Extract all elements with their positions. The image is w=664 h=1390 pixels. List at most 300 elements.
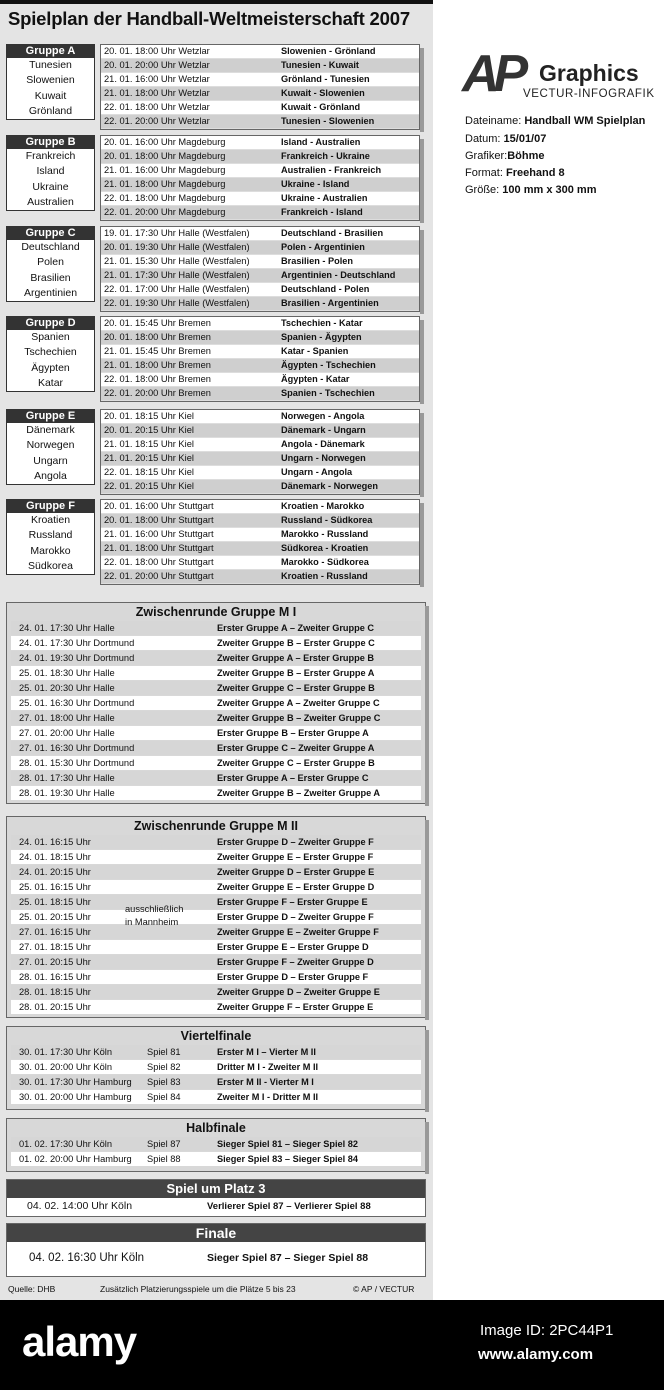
match-teams: Island - Australien xyxy=(281,137,361,147)
schedule-row xyxy=(11,1045,421,1059)
match-teams: Spanien - Tschechien xyxy=(281,388,375,398)
group-matches xyxy=(100,316,420,402)
schedule-row xyxy=(11,711,421,725)
schedule-date: 28. 01. 18:15 Uhr xyxy=(19,987,91,997)
schedule-date: 28. 01. 16:15 Uhr xyxy=(19,972,91,982)
match-teams: Deutschland - Brasilien xyxy=(281,228,384,238)
match-date: 20. 01. 18:00 Uhr Magdeburg xyxy=(104,151,226,161)
schedule-match: Sieger Spiel 81 – Sieger Spiel 82 xyxy=(217,1139,358,1149)
schedule-row xyxy=(11,1060,421,1074)
schedule-row xyxy=(11,741,421,755)
schedule-match: Erster M I – Vierter M II xyxy=(217,1047,316,1057)
third-place xyxy=(6,1179,426,1217)
schedule-match: Zweiter Gruppe B – Zweiter Gruppe C xyxy=(217,713,381,723)
match-row xyxy=(101,136,419,149)
group-team: Kuwait xyxy=(34,89,67,102)
schedule-row xyxy=(11,666,421,680)
group-box xyxy=(6,135,95,211)
meta-format xyxy=(465,167,565,179)
section-shadow xyxy=(425,1030,429,1112)
schedule-date: 28. 01. 15:30 Uhr Dortmund xyxy=(19,758,135,768)
alamy-url: www.alamy.com xyxy=(478,1346,594,1363)
schedule-date: 24. 01. 17:30 Uhr Dortmund xyxy=(19,638,135,648)
match-row xyxy=(101,115,419,128)
footer-note: Zusätzlich Platzierungsspiele um die Plätze 5 bis 23 xyxy=(100,1284,296,1294)
semifinal xyxy=(6,1118,426,1172)
schedule-date: 30. 01. 17:30 Uhr Hamburg xyxy=(19,1077,132,1087)
group-team: Argentinien xyxy=(23,286,78,299)
schedule-match: Zweiter Gruppe E – Erster Gruppe F xyxy=(217,852,374,862)
schedule-row xyxy=(11,910,421,924)
meta-artist-label: Grafiker: xyxy=(465,150,508,162)
schedule-date: 25. 01. 20:15 Uhr xyxy=(19,912,91,922)
schedule-row xyxy=(11,1137,421,1151)
schedule-date: 28. 01. 19:30 Uhr Halle xyxy=(19,788,115,798)
third-place-title: Spiel um Platz 3 xyxy=(7,1180,425,1198)
group-box xyxy=(6,499,95,575)
meta-artist xyxy=(465,150,544,162)
group-team: Ungarn xyxy=(33,454,68,467)
match-row xyxy=(101,59,419,72)
main-round-2-title: Zwischenrunde Gruppe M II xyxy=(134,819,298,833)
match-date: 21. 01. 15:45 Uhr Bremen xyxy=(104,346,211,356)
match-date: 21. 01. 16:00 Uhr Magdeburg xyxy=(104,165,226,175)
match-date: 20. 01. 18:00 Uhr Bremen xyxy=(104,332,211,342)
meta-size xyxy=(465,184,596,196)
final-date: 04. 02. 16:30 Uhr Köln xyxy=(29,1252,145,1264)
schedule-match: Zweiter Gruppe D – Erster Gruppe E xyxy=(217,867,375,877)
schedule-row xyxy=(11,786,421,800)
schedule-row xyxy=(11,771,421,785)
meta-filename-label: Dateiname: xyxy=(465,115,522,127)
schedule-match: Zweiter Gruppe A – Erster Gruppe B xyxy=(217,653,375,663)
group-team: Deutschland xyxy=(21,241,80,253)
match-row xyxy=(101,192,419,205)
group-team: Tunesien xyxy=(29,59,72,71)
mannheim-note xyxy=(125,903,183,929)
match-row xyxy=(101,359,419,372)
schedule-row xyxy=(11,756,421,770)
game-number: Spiel 82 xyxy=(147,1062,181,1072)
match-teams: Kroatien - Marokko xyxy=(281,501,365,511)
match-teams: Kuwait - Slowenien xyxy=(281,88,365,98)
schedule-match: Zweiter M I - Dritter M II xyxy=(217,1092,319,1102)
main-round-1 xyxy=(6,602,426,804)
match-date: 20. 01. 20:15 Uhr Kiel xyxy=(104,425,194,435)
group-title: Gruppe B xyxy=(7,136,94,149)
final-match: Sieger Spiel 87 – Sieger Spiel 88 xyxy=(207,1252,369,1264)
schedule-date: 25. 01. 16:30 Uhr Dortmund xyxy=(19,698,135,708)
game-number: Spiel 84 xyxy=(147,1092,181,1102)
match-date: 22. 01. 18:00 Uhr Stuttgart xyxy=(104,557,214,567)
group-team: Marokko xyxy=(30,544,71,557)
meta-date-value: 15/01/07 xyxy=(503,133,547,145)
match-row xyxy=(101,73,419,86)
schedule-row xyxy=(11,636,421,650)
schedule-date: 30. 01. 17:30 Uhr Köln xyxy=(19,1047,113,1057)
schedule-date: 27. 01. 16:30 Uhr Dortmund xyxy=(19,743,135,753)
group-shadow xyxy=(420,139,424,223)
group-team: Frankreich xyxy=(25,150,76,162)
match-row xyxy=(101,164,419,177)
group-matches xyxy=(100,226,420,312)
group-shadow xyxy=(420,48,424,132)
schedule-date: 27. 01. 20:00 Uhr Halle xyxy=(19,728,115,738)
group-team: Tschechien xyxy=(24,346,77,359)
schedule-match: Zweiter Gruppe C – Erster Gruppe B xyxy=(217,683,375,693)
group-team: Spanien xyxy=(31,331,70,343)
quarterfinal-rows xyxy=(7,1045,425,1104)
group-team: Katar xyxy=(37,376,64,389)
group-team: Ukraine xyxy=(32,180,69,193)
schedule-match: Erster Gruppe B – Erster Gruppe A xyxy=(217,728,369,738)
schedule-date: 27. 01. 20:15 Uhr xyxy=(19,957,91,967)
schedule-match: Erster Gruppe E – Erster Gruppe D xyxy=(217,942,369,952)
match-date: 22. 01. 20:00 Uhr Magdeburg xyxy=(104,207,226,217)
match-date: 21. 01. 20:15 Uhr Kiel xyxy=(104,453,194,463)
match-date: 22. 01. 20:00 Uhr Bremen xyxy=(104,388,211,398)
match-row xyxy=(101,466,419,479)
match-teams: Tunesien - Kuwait xyxy=(281,60,359,70)
final xyxy=(6,1223,426,1277)
match-row xyxy=(101,528,419,541)
match-teams: Südkorea - Kroatien xyxy=(281,543,369,553)
match-date: 21. 01. 18:00 Uhr Magdeburg xyxy=(104,179,226,189)
match-teams: Tschechien - Katar xyxy=(281,318,363,328)
schedule-match: Zweiter Gruppe B – Erster Gruppe A xyxy=(217,668,375,678)
match-teams: Kroatien - Russland xyxy=(281,571,368,581)
match-teams: Ungarn - Angola xyxy=(281,467,353,477)
group-team: Russland xyxy=(28,529,73,542)
section-shadow xyxy=(425,820,429,1020)
game-number: Spiel 88 xyxy=(147,1154,181,1164)
match-date: 22. 01. 18:15 Uhr Kiel xyxy=(104,467,194,477)
schedule-match: Sieger Spiel 83 – Sieger Spiel 84 xyxy=(217,1154,358,1164)
match-teams: Spanien - Ägypten xyxy=(281,332,362,342)
schedule-row xyxy=(11,940,421,954)
schedule-match: Erster Gruppe F – Erster Gruppe E xyxy=(217,897,368,907)
group-box xyxy=(6,409,95,485)
group-title: Gruppe F xyxy=(7,500,94,513)
schedule-row xyxy=(11,681,421,695)
match-date: 21. 01. 16:00 Uhr Stuttgart xyxy=(104,529,214,539)
match-row xyxy=(101,424,419,437)
schedule-date: 24. 01. 19:30 Uhr Dortmund xyxy=(19,653,135,663)
image-id: Image ID: 2PC44P1 xyxy=(480,1322,614,1339)
match-teams: Ukraine - Island xyxy=(281,179,350,189)
schedule-row xyxy=(11,651,421,665)
group-team: Kroatien xyxy=(30,514,71,526)
schedule-date: 28. 01. 20:15 Uhr xyxy=(19,1002,91,1012)
schedule-date: 25. 01. 16:15 Uhr xyxy=(19,882,91,892)
schedule-row xyxy=(11,895,421,909)
schedule-match: Zweiter Gruppe E – Erster Gruppe D xyxy=(217,882,375,892)
alamy-logo: alamy xyxy=(22,1318,137,1365)
match-teams: Dänemark - Norwegen xyxy=(281,481,379,491)
match-row xyxy=(101,438,419,451)
schedule-match: Zweiter Gruppe B – Erster Gruppe C xyxy=(217,638,375,648)
match-date: 20. 01. 18:15 Uhr Kiel xyxy=(104,411,194,421)
group-title: Gruppe E xyxy=(7,410,94,423)
group-matches xyxy=(100,135,420,221)
game-number: Spiel 87 xyxy=(147,1139,181,1149)
schedule-match: Erster M II - Vierter M I xyxy=(217,1077,314,1087)
match-teams: Argentinien - Deutschland xyxy=(281,270,396,280)
match-date: 22. 01. 17:00 Uhr Halle (Westfalen) xyxy=(104,284,250,294)
mannheim-note-line1: ausschließlich xyxy=(125,904,184,914)
match-teams: Marokko - Südkorea xyxy=(281,557,369,567)
match-teams: Deutschland - Polen xyxy=(281,284,370,294)
schedule-row xyxy=(11,1000,421,1014)
match-teams: Grönland - Tunesien xyxy=(281,74,370,84)
schedule-row xyxy=(11,985,421,999)
group-shadow xyxy=(420,320,424,404)
final-row xyxy=(7,1242,425,1275)
match-teams: Ukraine - Australien xyxy=(281,193,368,203)
schedule-date: 30. 01. 20:00 Uhr Köln xyxy=(19,1062,113,1072)
meta-format-value: Freehand 8 xyxy=(505,167,565,179)
group-team: Brasilien xyxy=(30,271,71,284)
match-date: 22. 01. 18:00 Uhr Magdeburg xyxy=(104,193,226,203)
group-team: Norwegen xyxy=(26,439,75,452)
schedule-match: Erster Gruppe A – Erster Gruppe C xyxy=(217,773,369,783)
game-number: Spiel 83 xyxy=(147,1077,181,1087)
schedule-match: Erster Gruppe A – Zweiter Gruppe C xyxy=(217,623,375,633)
quarterfinal-title: Viertelfinale xyxy=(180,1029,252,1043)
match-teams: Slowenien - Grönland xyxy=(281,46,376,56)
section-shadow xyxy=(425,606,429,806)
match-teams: Australien - Frankreich xyxy=(281,165,382,175)
meta-filename-value: Handball WM Spielplan xyxy=(524,115,646,127)
match-date: 21. 01. 18:00 Uhr Bremen xyxy=(104,360,211,370)
group-shadow xyxy=(420,503,424,587)
schedule-date: 24. 01. 20:15 Uhr xyxy=(19,867,91,877)
match-date: 22. 01. 19:30 Uhr Halle (Westfalen) xyxy=(104,298,250,308)
match-row xyxy=(101,345,419,358)
group-shadow xyxy=(420,230,424,314)
schedule-match: Zweiter Gruppe F – Erster Gruppe E xyxy=(217,1002,374,1012)
section-shadow xyxy=(425,1122,429,1174)
schedule-row xyxy=(11,835,421,849)
schedule-date: 01. 02. 17:30 Uhr Köln xyxy=(19,1139,113,1149)
match-date: 22. 01. 18:00 Uhr Wetzlar xyxy=(104,102,210,112)
schedule-match: Erster Gruppe D – Zweiter Gruppe F xyxy=(217,912,374,922)
match-row xyxy=(101,317,419,330)
match-date: 20. 01. 19:30 Uhr Halle (Westfalen) xyxy=(104,242,250,252)
match-row xyxy=(101,514,419,527)
match-row xyxy=(101,570,419,583)
schedule-date: 27. 01. 18:15 Uhr xyxy=(19,942,91,952)
group-team: Angola xyxy=(34,469,67,482)
main-round-2-rows xyxy=(7,835,425,1014)
semifinal-rows xyxy=(7,1137,425,1166)
match-teams: Tunesien - Slowenien xyxy=(281,116,375,126)
match-date: 20. 01. 15:45 Uhr Bremen xyxy=(104,318,211,328)
schedule-date: 27. 01. 18:00 Uhr Halle xyxy=(19,713,115,723)
group-matches xyxy=(100,44,420,130)
third-place-match: Verlierer Spiel 87 – Verlierer Spiel 88 xyxy=(207,1201,371,1212)
group-title: Gruppe D xyxy=(7,317,94,330)
schedule-row xyxy=(11,925,421,939)
match-date: 21. 01. 18:15 Uhr Kiel xyxy=(104,439,194,449)
schedule-row xyxy=(11,850,421,864)
meta-format-label: Format: xyxy=(465,167,503,179)
group-team: Grönland xyxy=(28,104,73,117)
schedule-date: 25. 01. 20:30 Uhr Halle xyxy=(19,683,115,693)
schedule-match: Zweiter Gruppe C – Erster Gruppe B xyxy=(217,758,375,768)
schedule-match: Erster Gruppe F – Zweiter Gruppe D xyxy=(217,957,374,967)
match-date: 21. 01. 18:00 Uhr Wetzlar xyxy=(104,88,210,98)
match-row xyxy=(101,373,419,386)
match-date: 22. 01. 20:15 Uhr Kiel xyxy=(104,481,194,491)
game-number: Spiel 81 xyxy=(147,1047,181,1057)
match-teams: Kuwait - Grönland xyxy=(281,102,361,112)
match-date: 21. 01. 15:30 Uhr Halle (Westfalen) xyxy=(104,256,250,266)
match-teams: Brasilien - Argentinien xyxy=(281,298,379,308)
match-teams: Marokko - Russland xyxy=(281,529,369,539)
schedule-date: 27. 01. 16:15 Uhr xyxy=(19,927,91,937)
match-date: 20. 01. 18:00 Uhr Wetzlar xyxy=(104,46,210,56)
group-title: Gruppe A xyxy=(7,45,94,58)
schedule-row xyxy=(11,880,421,894)
schedule-date: 25. 01. 18:30 Uhr Halle xyxy=(19,668,115,678)
match-teams: Katar - Spanien xyxy=(281,346,349,356)
schedule-row xyxy=(11,1090,421,1104)
schedule-match: Zweiter Gruppe B – Zweiter Gruppe A xyxy=(217,788,381,798)
group-team: Südkorea xyxy=(28,559,73,572)
match-row xyxy=(101,227,419,240)
schedule-date: 24. 01. 18:15 Uhr xyxy=(19,852,91,862)
page-title: Spielplan der Handball-Weltmeisterschaft 2007 xyxy=(8,8,410,29)
schedule-date: 01. 02. 20:00 Uhr Hamburg xyxy=(19,1154,132,1164)
final-title: Finale xyxy=(7,1224,425,1242)
top-rule xyxy=(0,0,433,4)
match-row xyxy=(101,178,419,191)
semifinal-title: Halbfinale xyxy=(186,1121,246,1135)
schedule-row xyxy=(11,726,421,740)
schedule-row xyxy=(11,696,421,710)
match-row xyxy=(101,101,419,114)
schedule-match: Zweiter Gruppe A – Zweiter Gruppe C xyxy=(217,698,380,708)
footer-copyright: © AP / VECTUR xyxy=(353,1284,415,1294)
match-teams: Ägypten - Tschechien xyxy=(281,360,376,370)
match-row xyxy=(101,542,419,555)
schedule-match: Dritter M I - Zweiter M II xyxy=(217,1062,319,1072)
main-round-1-title: Zwischenrunde Gruppe M I xyxy=(135,605,297,619)
match-teams: Dänemark - Ungarn xyxy=(281,425,366,435)
quarterfinal xyxy=(6,1026,426,1110)
schedule-match: Zweiter Gruppe E – Zweiter Gruppe F xyxy=(217,927,379,937)
match-row xyxy=(101,410,419,423)
schedule-date: 30. 01. 20:00 Uhr Hamburg xyxy=(19,1092,132,1102)
match-date: 19. 01. 17:30 Uhr Halle (Westfalen) xyxy=(104,228,250,238)
ap-logo: AP xyxy=(462,45,523,103)
meta-date-label: Datum: xyxy=(465,133,501,145)
match-row xyxy=(101,480,419,493)
match-date: 20. 01. 16:00 Uhr Stuttgart xyxy=(104,501,214,511)
match-date: 20. 01. 16:00 Uhr Magdeburg xyxy=(104,137,226,147)
group-matches xyxy=(100,409,420,495)
meta-size-value: 100 mm x 300 mm xyxy=(502,184,597,196)
meta-date xyxy=(465,133,546,145)
group-team: Polen xyxy=(37,256,64,269)
match-date: 20. 01. 20:00 Uhr Wetzlar xyxy=(104,60,210,70)
schedule-row xyxy=(11,621,421,635)
schedule-match: Zweiter Gruppe D – Zweiter Gruppe E xyxy=(217,987,380,997)
group-box xyxy=(6,226,95,302)
match-date: 22. 01. 18:00 Uhr Bremen xyxy=(104,374,211,384)
match-date: 21. 01. 18:00 Uhr Stuttgart xyxy=(104,543,214,553)
schedule-row xyxy=(11,970,421,984)
match-teams: Brasilien - Polen xyxy=(281,256,353,266)
match-date: 20. 01. 18:00 Uhr Stuttgart xyxy=(104,515,214,525)
third-place-date: 04. 02. 14:00 Uhr Köln xyxy=(27,1200,133,1212)
logo-graphics-text: Graphics xyxy=(539,60,639,86)
match-row xyxy=(101,87,419,100)
match-teams: Ungarn - Norwegen xyxy=(281,453,366,463)
match-row xyxy=(101,452,419,465)
group-matches xyxy=(100,499,420,585)
match-row xyxy=(101,283,419,296)
footer-source: Quelle: DHB xyxy=(8,1284,56,1294)
match-row xyxy=(101,387,419,400)
schedule-row xyxy=(11,1152,421,1166)
group-shadow xyxy=(420,413,424,497)
match-row xyxy=(101,45,419,58)
group-title: Gruppe C xyxy=(7,227,94,240)
schedule-date: 28. 01. 17:30 Uhr Halle xyxy=(19,773,115,783)
match-row xyxy=(101,241,419,254)
schedule-date: 25. 01. 18:15 Uhr xyxy=(19,897,91,907)
match-date: 22. 01. 20:00 Uhr Wetzlar xyxy=(104,116,210,126)
schedule-date: 24. 01. 16:15 Uhr xyxy=(19,837,91,847)
schedule-row xyxy=(11,955,421,969)
match-teams: Angola - Dänemark xyxy=(281,439,365,449)
match-date: 21. 01. 17:30 Uhr Halle (Westfalen) xyxy=(104,270,250,280)
match-row xyxy=(101,206,419,219)
match-teams: Norwegen - Angola xyxy=(281,411,365,421)
group-team: Ägypten xyxy=(31,361,70,374)
match-row xyxy=(101,556,419,569)
schedule-row xyxy=(11,865,421,879)
match-row xyxy=(101,297,419,310)
group-team: Dänemark xyxy=(26,424,75,436)
match-date: 21. 01. 16:00 Uhr Wetzlar xyxy=(104,74,210,84)
match-teams: Russland - Südkorea xyxy=(281,515,373,525)
match-teams: Frankreich - Ukraine xyxy=(281,151,370,161)
schedule-row xyxy=(11,1075,421,1089)
match-row xyxy=(101,500,419,513)
match-row xyxy=(101,331,419,344)
group-team: Island xyxy=(36,165,65,178)
mannheim-note-line2: in Mannheim xyxy=(125,917,179,927)
meta-artist-value: Böhme xyxy=(507,150,545,162)
meta-filename xyxy=(465,115,645,127)
schedule-match: Erster Gruppe C – Zweiter Gruppe A xyxy=(217,743,375,753)
match-teams: Frankreich - Island xyxy=(281,207,363,217)
match-row xyxy=(101,269,419,282)
logo-vectur-text: VECTUR-INFOGRAFIK xyxy=(523,88,655,100)
main-round-1-rows xyxy=(7,621,425,800)
group-team: Australien xyxy=(27,195,74,208)
third-place-row xyxy=(7,1198,425,1215)
group-team: Slowenien xyxy=(26,74,75,87)
schedule-match: Erster Gruppe D – Erster Gruppe F xyxy=(217,972,369,982)
schedule-date: 24. 01. 17:30 Uhr Halle xyxy=(19,623,115,633)
match-teams: Ägypten - Katar xyxy=(281,374,350,384)
group-box xyxy=(6,44,95,120)
match-row xyxy=(101,255,419,268)
